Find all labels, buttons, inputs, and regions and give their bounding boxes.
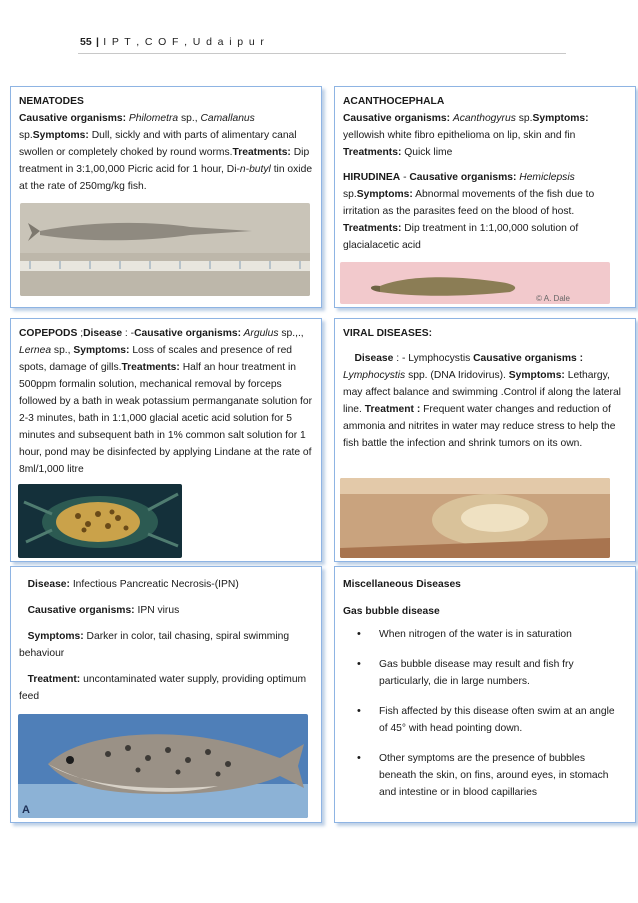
list-item: • Fish affected by this disease often swim at an angle of 45° with head pointing down. bbox=[343, 703, 627, 737]
viral-title: VIRAL DISEASES: bbox=[343, 328, 433, 339]
header-text: I P T , C O F , U d a i p u r bbox=[103, 36, 266, 48]
header-separator: | bbox=[96, 36, 99, 48]
copepods-title: COPEPODS bbox=[19, 328, 78, 339]
acanthocephala-body: Causative organisms: Acanthogyrus sp.Symptoms: yellowish white fibro epithelioma on lip, skin and fin Treatments: Quick lime bbox=[343, 113, 589, 158]
misc-panel bbox=[334, 566, 636, 823]
hirudinea-title: HIRUDINEA bbox=[343, 172, 401, 183]
list-item: • Gas bubble disease may result and fish fry particularly, die in large numbers. bbox=[343, 656, 627, 690]
page-number: 55 bbox=[80, 36, 92, 48]
misc-title: Miscellaneous Diseases bbox=[343, 579, 461, 590]
misc-bullet-list bbox=[343, 626, 627, 801]
viral-body: Disease : - Lymphocystis Causative organisms : Lymphocystis spp. (DNA Iridovirus). Symptoms: Lethargy, may affect balance and swimming .Control if along the lateral line. Treatment : Frequent water changes and reduction of ammonia and nitrites in water may reduce stress to help the fish battle the infection and shrink tumors on its own. bbox=[343, 353, 621, 449]
argulus-image bbox=[18, 484, 182, 558]
image-panel-letter: A bbox=[22, 804, 30, 816]
image-credit: © A. Dale bbox=[536, 294, 570, 303]
nematodes-body: Causative organisms: Philometra sp., Camallanus sp.Symptoms: Dull, sickly and with parts of alimentary canal swollen or completely choked by round worms.Treatments: Dip treatment in 3:1,00,000 Picric acid for 1 hour, Di-n-butyl tin oxide at the rate of 250mg/kg fish. bbox=[19, 113, 313, 192]
lymphocystis-image bbox=[340, 478, 610, 558]
ipn-fish-image bbox=[18, 714, 308, 818]
nematodes-title: NEMATODES bbox=[19, 96, 84, 107]
header-rule bbox=[78, 53, 566, 54]
ipn-disease: Disease: Infectious Pancreatic Necrosis-(IPN) bbox=[27, 579, 239, 590]
ipn-treatment: Treatment: uncontaminated water supply, providing optimum feed bbox=[19, 674, 307, 702]
list-item: • Other symptoms are the presence of bubbles beneath the skin, on fins, around eyes, in stomach and intestine or in blood capillaries bbox=[343, 750, 627, 801]
nematode-fish-image bbox=[20, 203, 310, 296]
hirudinea-leech-image bbox=[340, 262, 610, 304]
acanthocephala-title: ACANTHOCEPHALA bbox=[343, 96, 445, 107]
hirudinea-body: HIRUDINEA - Causative organisms: Hemiclepsis sp.Symptoms: Abnormal movements of the fish due to irritation as the parasites feed on the blood of host. Treatments: Dip treatment in 1:1,00,000 solution of glacialacetic acid bbox=[343, 172, 595, 251]
copepods-body: COPEPODS ;Disease : -Causative organisms: Argulus sp.,., Lernea sp., Symptoms: Loss of scales and presence of red spots, damage of gills.Treatments: Half an hour treatment in 500ppm formalin solution, mechanical removal by forceps followed by a bath in weak potassium permanganate solution for 2-3 minutes, bath in 1:1,000 glacial acetic acid solution for 5 minutes and subsequent bath in 1% common salt solution for 1 hour, pond may be disinfected by applying Lindane at the rate of 8ml/1,000 litre bbox=[19, 328, 313, 475]
list-item: • When nitrogen of the water is in saturation bbox=[343, 626, 627, 643]
page-header bbox=[80, 36, 265, 48]
ipn-symptoms: Symptoms: Darker in color, tail chasing, spiral swimming behaviour bbox=[19, 631, 290, 659]
ipn-causative: Causative organisms: IPN virus bbox=[27, 605, 180, 616]
misc-subtitle: Gas bubble disease bbox=[343, 606, 440, 617]
